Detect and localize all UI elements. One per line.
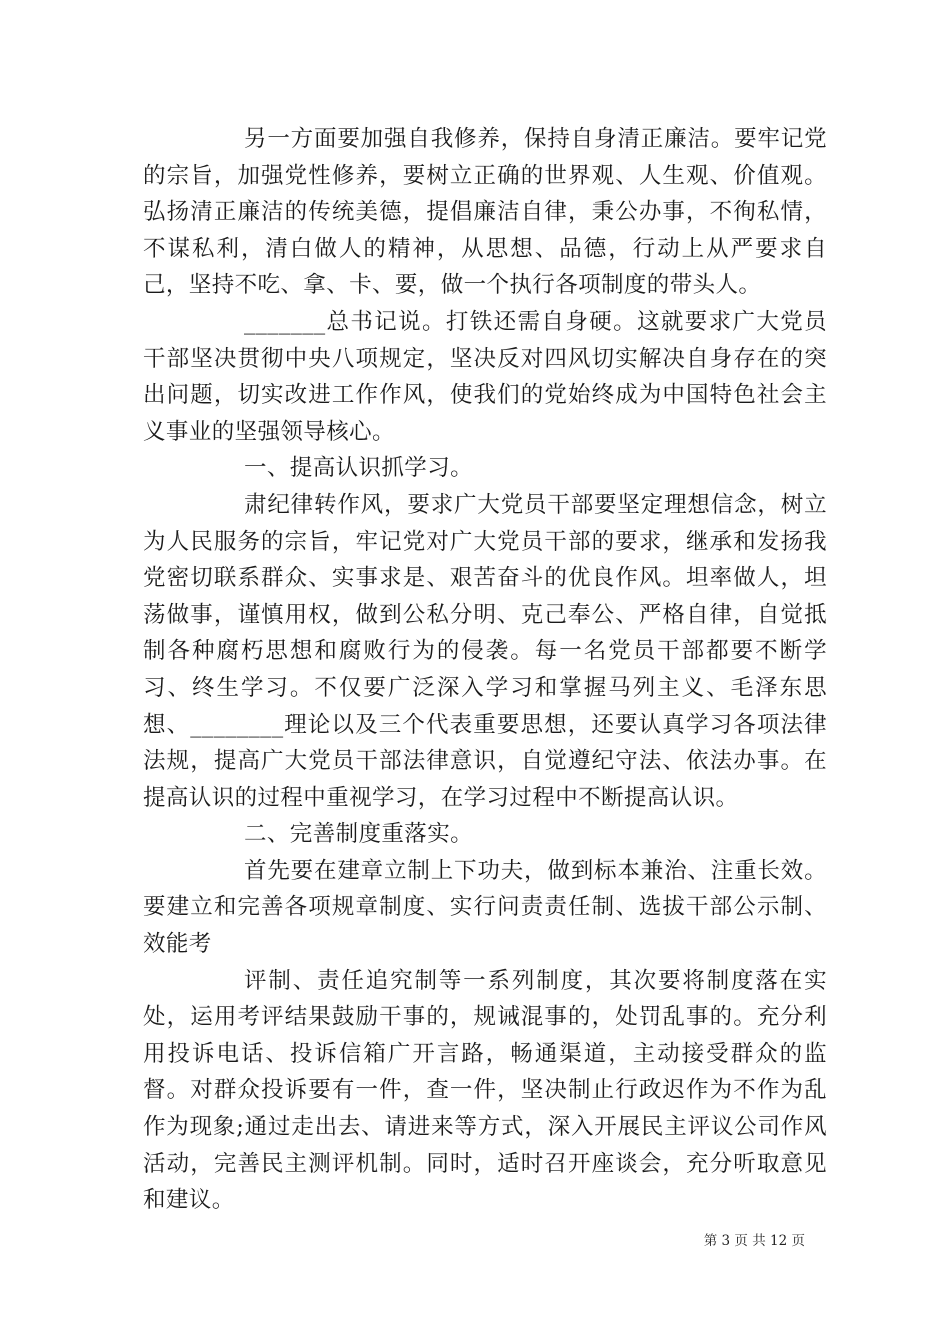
document-body <box>143 121 827 1219</box>
paragraph-self-cultivation: 另一方面要加强自我修养，保持自身清正廉洁。要牢记党的宗旨，加强党性修养，要树立正确的世界观、人生观、价值观。弘扬清正廉洁的传统美德，提倡廉洁自律，秉公办事，不徇私情，不谋私利，清白做人的精神，从思想、品德，行动上从严要求自己，坚持不吃、拿、卡、要，做一个执行各项制度的带头人。 <box>143 126 827 299</box>
section-heading-1: 一、提高认识抓学习。 <box>244 455 474 482</box>
paragraph-system-building: 首先要在建章立制上下功夫，做到标本兼治、注重长效。要建立和完善各项规章制度、实行问责责任制、选拔干部公示制、效能考 <box>143 857 827 958</box>
section-heading-2: 二、完善制度重落实。 <box>244 821 474 848</box>
page-number-footer: 第 3 页 共 12 页 <box>703 1233 805 1249</box>
paragraph-discipline-study: 肃纪律转作风，要求广大党员干部要坚定理想信念，树立为人民服务的宗旨，牢记党对广大党员干部的要求，继承和发扬我党密切联系群众、实事求是、艰苦奋斗的优良作风。坦率做人，坦荡做事，谨慎用权，做到公私分明、克己奉公、严格自律，自觉抵制各种腐朽思想和腐败行为的侵袭。每一名党员干部都要不断学习、终生学习。不仅要广泛深入学习和掌握马列主义、毛泽东思想、________理论以及三个代表重要思想，还要认真学习各项法律法规，提高广大党员干部法律意识，自觉遵纪守法、依法办事。在提高认识的过程中重视学习，在学习过程中不断提高认识。 <box>143 491 827 811</box>
paragraph-general-secretary-quote: _______总书记说。打铁还需自身硬。这就要求广大党员干部坚决贯彻中央八项规定，坚决反对四风切实解决自身存在的突出问题，切实改进工作作风，使我们的党始终成为中国特色社会主义事业的坚强领导核心。 <box>143 308 827 445</box>
paragraph-system-implementation: 评制、责任追究制等一系列制度，其次要将制度落在实处，运用考评结果鼓励干事的，规诫混事的，处罚乱事的。充分利用投诉电话、投诉信箱广开言路，畅通渠道，主动接受群众的监督。对群众投诉要有一件，查一件，坚决制止行政迟作为不作为乱作为现象;通过走出去、请进来等方式，深入开展民主评议公司作风活动，完善民主测评机制。同时，适时召开座谈会，充分听取意见和建议。 <box>143 967 827 1214</box>
